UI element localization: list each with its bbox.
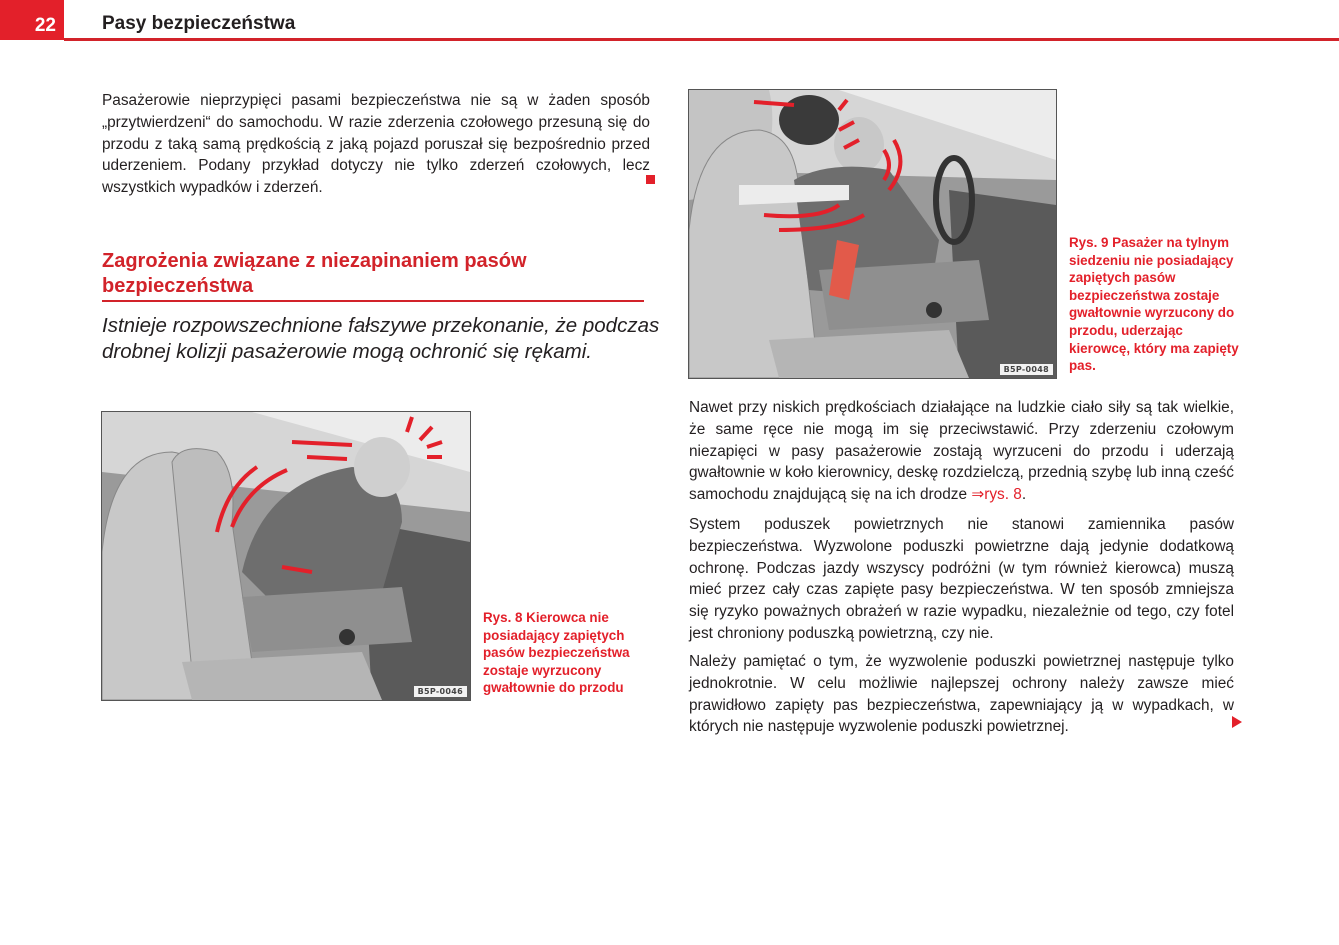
figure-9-image	[688, 89, 1057, 379]
figure-code: B5P-0048	[1000, 364, 1053, 375]
chapter-title: Pasy bezpieczeństwa	[102, 13, 296, 34]
body-paragraph-3: Należy pamiętać o tym, że wyzwolenie poduszki powietrznej następuje tylko jednokrotnie. W celu możliwie najlepszej ochrony należy zawsze mieć prawidłowo zapięty pas bezpieczeństwa, zapewniający ją w wypadkach, w których nie następuje wyzwolenie poduszki powietrznej.	[689, 653, 1234, 736]
body-paragraph-1-end: .	[1021, 486, 1027, 504]
continue-arrow-icon	[1232, 716, 1242, 728]
figure-8-image	[101, 411, 471, 701]
driver-crash-illustration	[102, 412, 470, 700]
section-lead: Istnieje rozpowszechnione fałszywe przekonanie, że podczas drobnej kolizji pasażerowie mogą ochronić się rękami.	[102, 314, 660, 363]
figure-8-caption: Rys. 8 Kierowca nie posiadający zapiętych pasów bezpieczeństwa zostaje wyrzucony gwałtownie do przodu	[483, 610, 630, 696]
rear-passenger-crash-illustration	[689, 90, 1056, 378]
body-paragraph-1-text: Nawet przy niskich prędkościach działające na ludzkie ciało siły są tak wielkie, że same ręce nie mogą im się przeciwstawić. Przy zderzeniu czołowym niezapięci w pasy pasażerowie zostają wyrzuceni do przodu i uderzają gwałtownie w koło kierownicy, deskę rozdzielczą, przednią szybę lub inną cześć samochodu znajdującą się na ich drodze	[689, 399, 1234, 504]
figure-reference-link[interactable]: ⇒rys. 8	[971, 486, 1022, 504]
section-heading-rule	[102, 300, 644, 302]
header-rule	[64, 38, 1339, 41]
figure-code: B5P-0046	[414, 686, 467, 697]
body-paragraph-1	[689, 397, 1234, 506]
intro-paragraph: Pasażerowie nieprzypięci pasami bezpieczeństwa nie są w żaden sposób „przytwierdzeni“ do samochodu. W razie zderzenia czołowego przesuną się do przodu z taką samą prędkością z jaką pojazd poruszał się bezpośrednio przed uderzeniem. Podany przykład dotyczy nie tylko zderzeń czołowych, lecz wszystkich wypadków i zderzeń.	[102, 92, 650, 197]
body-paragraph-2: System poduszek powietrznych nie stanowi zamiennika pasów bezpieczeństwa. Wyzwolone poduszki powietrzne dają jedynie dodatkową ochronę. Podczas jazdy wszyscy podróżni (w tym również kierowca) muszą mieć przez cały czas zapięte pasy bezpieczeństwa. W ten sposób zmniejsza się ryzyko poważnych obrażeń w razie wypadku, niezależnie od tego, czy fotel jest chroniony poduszką powietrzną, czy nie.	[689, 516, 1234, 642]
section-end-marker	[646, 175, 655, 184]
figure-9-caption: Rys. 9 Pasażer na tylnym siedzeniu nie posiadający zapiętych pasów bezpieczeństwa zostaje gwałtownie wyrzucony do przodu, uderzając kierowcę, który ma zapięty pas.	[1069, 235, 1239, 374]
section-heading: Zagrożenia związane z niezapinaniem pasów bezpieczeństwa	[102, 250, 527, 297]
page-number: 22	[0, 0, 64, 40]
